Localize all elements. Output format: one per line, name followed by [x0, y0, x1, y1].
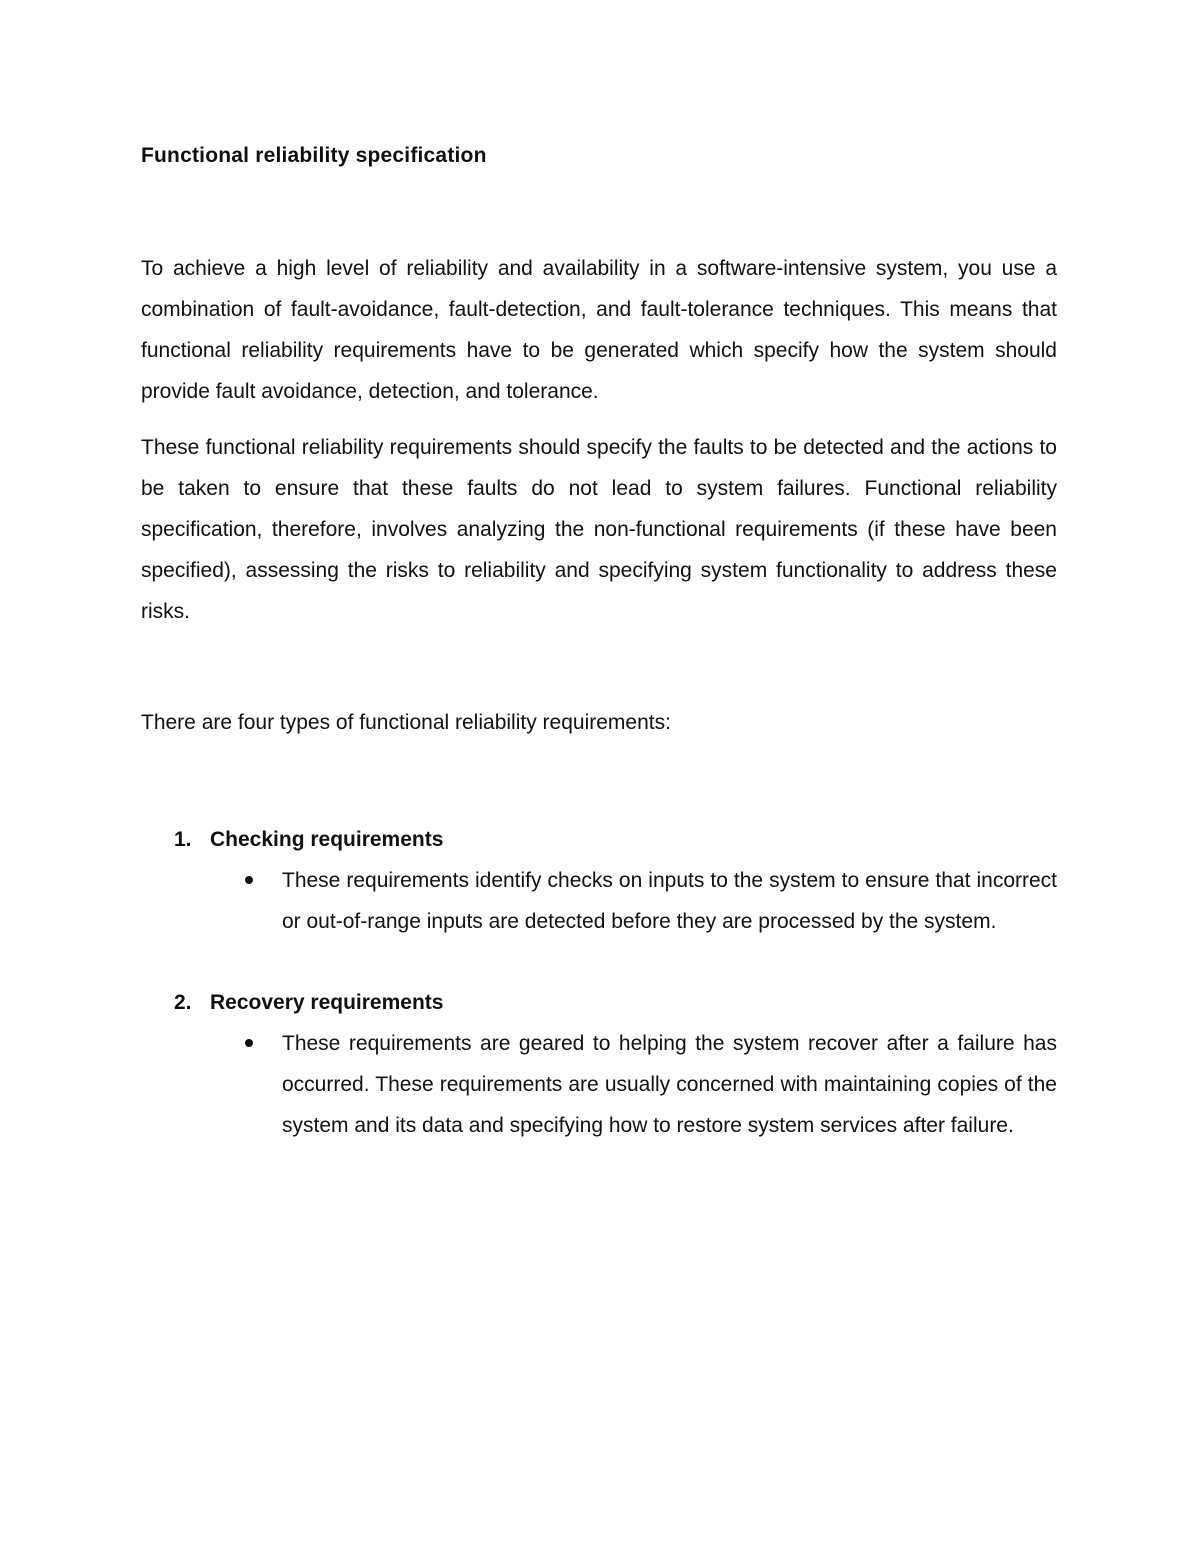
bullet-icon	[245, 876, 253, 884]
bullet-text: These requirements are geared to helping the system recover after a failure has occurred. These requirements are usually concerned with maintaining copies of the system and its data and specifying how to restore system services after failure.	[282, 1032, 1057, 1137]
bullet-item	[141, 860, 1057, 942]
list-item	[141, 982, 1057, 1146]
paragraph-specification: These functional reliability requirements should specify the faults to be detected and the actions to be taken to ensure that these faults do not lead to system failures. Functional reliability specification, therefore, involves analyzing the non-functional requirements (if these have been specified), assessing the risks to reliability and specifying system functionality to address these risks.	[141, 436, 1057, 623]
list-number: 2.	[174, 991, 192, 1014]
list-number: 1.	[174, 828, 192, 851]
document-title: Functional reliability specification	[141, 144, 487, 167]
requirement-heading	[141, 819, 1057, 860]
bullet-item	[141, 1023, 1057, 1146]
bullet-icon	[245, 1039, 253, 1047]
list-item	[141, 819, 1057, 942]
requirement-title: Recovery requirements	[210, 991, 444, 1014]
paragraph-types-intro: There are four types of functional reliability requirements:	[141, 711, 671, 734]
bullet-text: These requirements identify checks on inputs to the system to ensure that incorrect or out-of-range inputs are detected before they are processed by the system.	[282, 869, 1057, 933]
requirement-title: Checking requirements	[210, 828, 444, 851]
paragraph-intro: To achieve a high level of reliability and availability in a software-intensive system, you use a combination of fault-avoidance, fault-detection, and fault-tolerance techniques. This means that functional reliability requirements have to be generated which specify how the system should provide fault avoidance, detection, and tolerance.	[141, 257, 1057, 403]
document-body	[141, 138, 1057, 1146]
requirement-heading	[141, 982, 1057, 1023]
requirements-list	[141, 819, 1057, 1146]
